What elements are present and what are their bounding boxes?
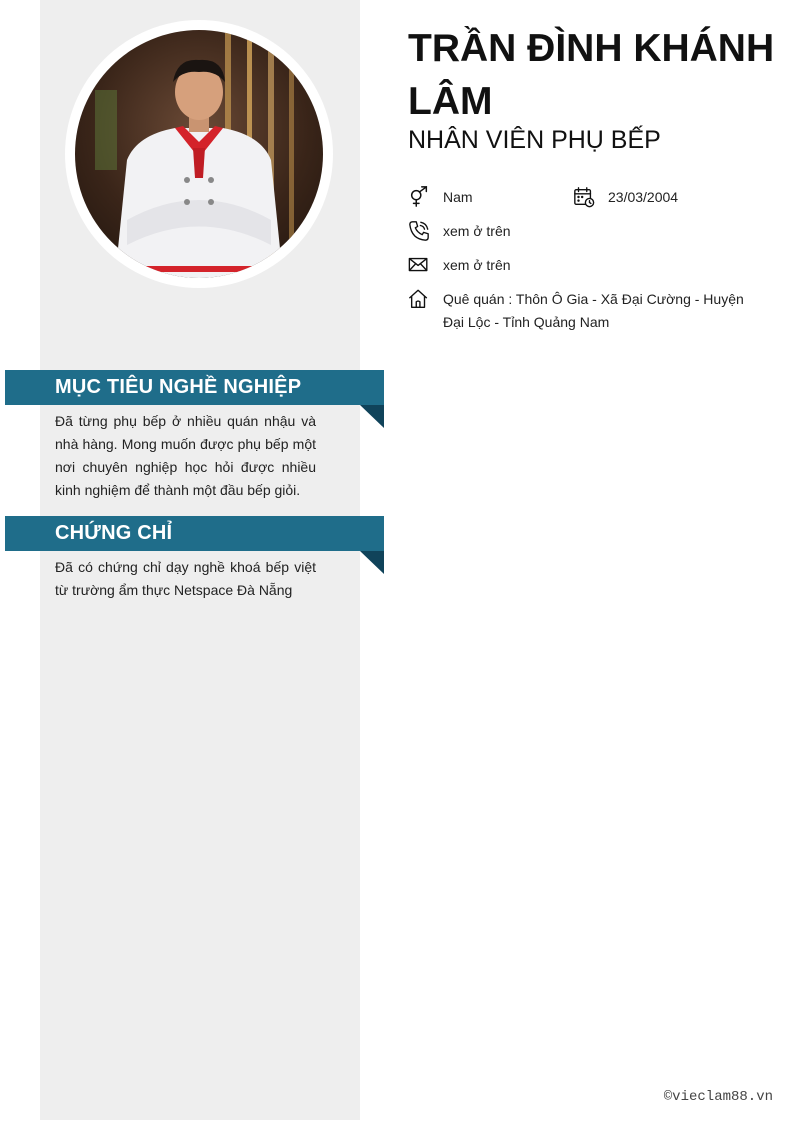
phone-value: xem ở trên <box>443 223 511 239</box>
section-title-objective: MỤC TIÊU NGHỀ NGHIỆP <box>55 376 302 398</box>
section-header-objective <box>5 370 384 405</box>
ribbon-fold <box>360 405 384 428</box>
info-gender <box>408 186 558 209</box>
home-icon <box>408 288 430 310</box>
email-value: xem ở trên <box>443 257 511 273</box>
watermark: ©vieclam88.vn <box>663 1089 773 1105</box>
info-birthday <box>573 186 753 209</box>
info-address <box>408 288 768 334</box>
info-phone <box>408 220 608 243</box>
mail-icon <box>408 254 430 276</box>
phone-icon <box>408 220 430 242</box>
section-title-certificates: CHỨNG CHỈ <box>55 522 173 544</box>
info-email <box>408 254 608 277</box>
job-title: NHÂN VIÊN PHỤ BẾP <box>408 126 661 154</box>
address-value: Quê quán : Thôn Ô Gia - Xã Đại Cường - Huyện Đại Lộc - Tỉnh Quảng Nam <box>443 291 744 330</box>
chef-photo-illustration <box>75 30 323 278</box>
avatar <box>75 30 323 278</box>
gender-icon <box>408 186 430 208</box>
ribbon-fold <box>360 551 384 574</box>
gender-value: Nam <box>443 189 473 205</box>
section-header-certificates <box>5 516 384 551</box>
calendar-icon <box>573 186 595 208</box>
certificates-text: Đã có chứng chỉ dạy nghề khoá bếp việt từ trường ẩm thực Netspace Đà Nẵng <box>55 559 316 598</box>
objective-text: Đã từng phụ bếp ở nhiều quán nhậu và nhà hàng. Mong muốn được phụ bếp một nơi chuyên nghiệp học hỏi được nhiều kinh nghiệm để thành một đầu bếp giỏi. <box>55 413 316 498</box>
candidate-name: TRẦN ĐÌNH KHÁNH LÂM <box>408 27 775 123</box>
birthday-value: 23/03/2004 <box>608 189 679 205</box>
